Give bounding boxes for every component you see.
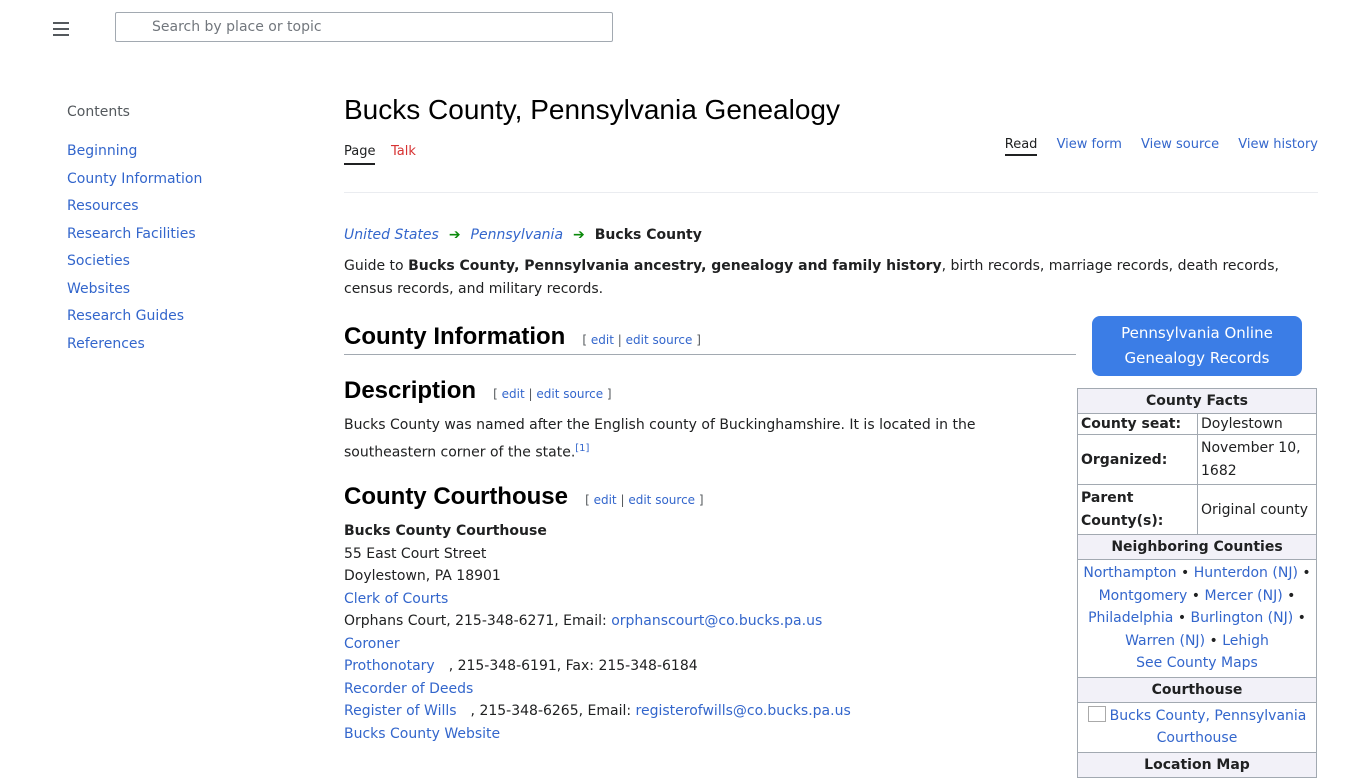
neighbor-link[interactable]: Lehigh [1222,632,1269,649]
search-box[interactable] [115,12,613,42]
see-county-maps-link[interactable]: See County Maps [1136,655,1258,671]
organized-value: November 10, 1682 [1198,435,1317,485]
page-title: Bucks County, Pennsylvania Genealogy [344,94,840,125]
separator: | [617,333,622,347]
table-of-contents [67,104,287,358]
toc-item-resources[interactable]: Resources [67,198,139,214]
bullet: • [1287,587,1296,604]
section-county-information [344,323,1076,355]
pa-online-records-button[interactable]: Pennsylvania Online Genealogy Records [1092,316,1302,376]
bullet: • [1209,632,1218,649]
toc-item-research-guides[interactable]: Research Guides [67,308,185,324]
parent-county-value: Original county [1198,485,1317,535]
breadcrumb-united-states[interactable]: United States [344,227,439,243]
heading-courthouse: County Courthouse [344,483,568,510]
toc-item-references[interactable]: References [67,335,145,352]
separator: | [620,493,625,507]
courthouse-name: Bucks County Courthouse [344,523,547,539]
edit-source-link[interactable]: edit source [628,493,696,507]
bracket: ] [696,333,701,347]
section-description [344,377,612,405]
bracket: [ [585,493,590,507]
reference-link[interactable]: [1] [575,443,590,454]
breadcrumb [344,227,702,243]
clerk-of-courts-link[interactable]: Clerk of Courts [344,590,449,607]
courthouse-image-alt: Bucks County, Pennsylvania Courthouse [1109,707,1307,746]
arrow-right-icon: ➔ [448,227,461,243]
heading-county-information: County Information [344,323,566,350]
county-seat-value: Doylestown [1198,414,1317,435]
courthouse-image[interactable] [1078,702,1317,752]
menu-icon[interactable] [50,18,72,40]
neighbor-link[interactable]: Burlington (NJ) [1190,610,1294,626]
recorder-of-deeds-link[interactable]: Recorder of Deeds [344,680,474,697]
orphans-court-text: Orphans Court, 215-348-6271, Email: [344,613,612,629]
page-tabs [344,137,1318,193]
neighbor-link[interactable]: Warren (NJ) [1125,632,1206,649]
county-facts-infobox [1077,388,1317,778]
courthouse-street: 55 East Court Street [344,545,487,562]
intro-prefix: Guide to [344,258,409,274]
intro-suffix: , birth records, marriage records, death records, census records, and military records. [344,258,1279,297]
organized-label: Organized: [1078,435,1198,485]
bracket: [ [493,387,498,401]
description-body: Bucks County was named after the English county of Buckinghamshire. It is located in the southeastern corner of the state. [344,417,976,461]
tab-view-form[interactable]: View form [1056,137,1122,152]
toc-title: Contents [67,104,130,120]
edit-links [582,333,700,347]
register-email-link[interactable]: registerofwills@co.bucks.pa.us [635,703,851,719]
intro-bold: Bucks County, Pennsylvania ancestry, genealogy and family history [408,258,942,274]
search-input[interactable] [116,13,612,41]
neighbor-link[interactable]: Mercer (NJ) [1204,587,1283,604]
tab-view-source[interactable]: View source [1141,137,1220,152]
courthouse-city: Doylestown, PA 18901 [344,568,501,584]
intro-paragraph [344,255,1294,300]
register-info: , 215-348-6265, Email: [470,703,636,719]
register-of-wills-link[interactable]: Register of Wills [344,703,457,719]
bracket: ] [606,387,612,401]
neighbor-link[interactable]: Northampton [1083,565,1177,581]
description-text [344,414,1004,465]
heading-description: Description [344,377,477,404]
courthouse-header: Courthouse [1078,677,1317,702]
edit-link[interactable]: edit [593,493,617,507]
edit-links [493,387,611,401]
prothonotary-link[interactable]: Prothonotary [344,658,435,674]
section-courthouse [344,483,704,511]
courthouse-details [344,520,851,745]
edit-source-link[interactable]: edit source [625,333,693,347]
neighboring-counties-list [1078,560,1317,678]
toc-item-research-facilities[interactable]: Research Facilities [67,225,196,242]
bullet: • [1177,610,1187,626]
location-map-header: Location Map [1078,752,1317,777]
edit-link[interactable]: edit [590,333,614,347]
view-tabs [990,137,1318,152]
bullet: • [1191,587,1201,604]
broken-image-icon [1088,706,1106,722]
bullet: • [1302,565,1311,581]
bullet: • [1181,565,1190,581]
county-website-link[interactable]: Bucks County Website [344,725,501,742]
coroner-link[interactable]: Coroner [344,635,400,652]
tab-page[interactable]: Page [344,144,375,165]
toc-item-societies[interactable]: Societies [67,253,130,269]
breadcrumb-current: Bucks County [594,227,702,243]
tab-talk[interactable]: Talk [391,144,416,159]
tab-view-history[interactable]: View history [1238,137,1318,152]
edit-link[interactable]: edit [501,387,525,401]
bullet: • [1297,610,1306,626]
neighbor-link[interactable]: Montgomery [1098,587,1188,604]
toc-item-websites[interactable]: Websites [67,280,131,297]
bracket: ] [698,493,704,507]
separator: | [528,387,533,401]
breadcrumb-pennsylvania[interactable]: Pennsylvania [470,227,564,243]
orphans-email-link[interactable]: orphanscourt@co.bucks.pa.us [611,613,823,629]
neighbor-link[interactable]: Hunterdon (NJ) [1193,565,1298,581]
toc-item-beginning[interactable]: Beginning [67,143,138,159]
neighboring-counties-header: Neighboring Counties [1078,535,1317,560]
prothonotary-info: , 215-348-6191, Fax: 215-348-6184 [448,658,698,674]
edit-source-link[interactable]: edit source [536,387,604,401]
county-facts-header: County Facts [1078,389,1317,414]
toc-item-county-information[interactable]: County Information [67,170,203,187]
tab-read[interactable]: Read [1005,137,1038,156]
arrow-right-icon: ➔ [573,227,585,243]
bracket: [ [582,333,588,347]
parent-county-label: Parent County(s): [1078,485,1198,535]
edit-links [585,493,703,507]
county-seat-label: County seat: [1078,414,1198,435]
neighbor-link[interactable]: Philadelphia [1088,610,1174,626]
